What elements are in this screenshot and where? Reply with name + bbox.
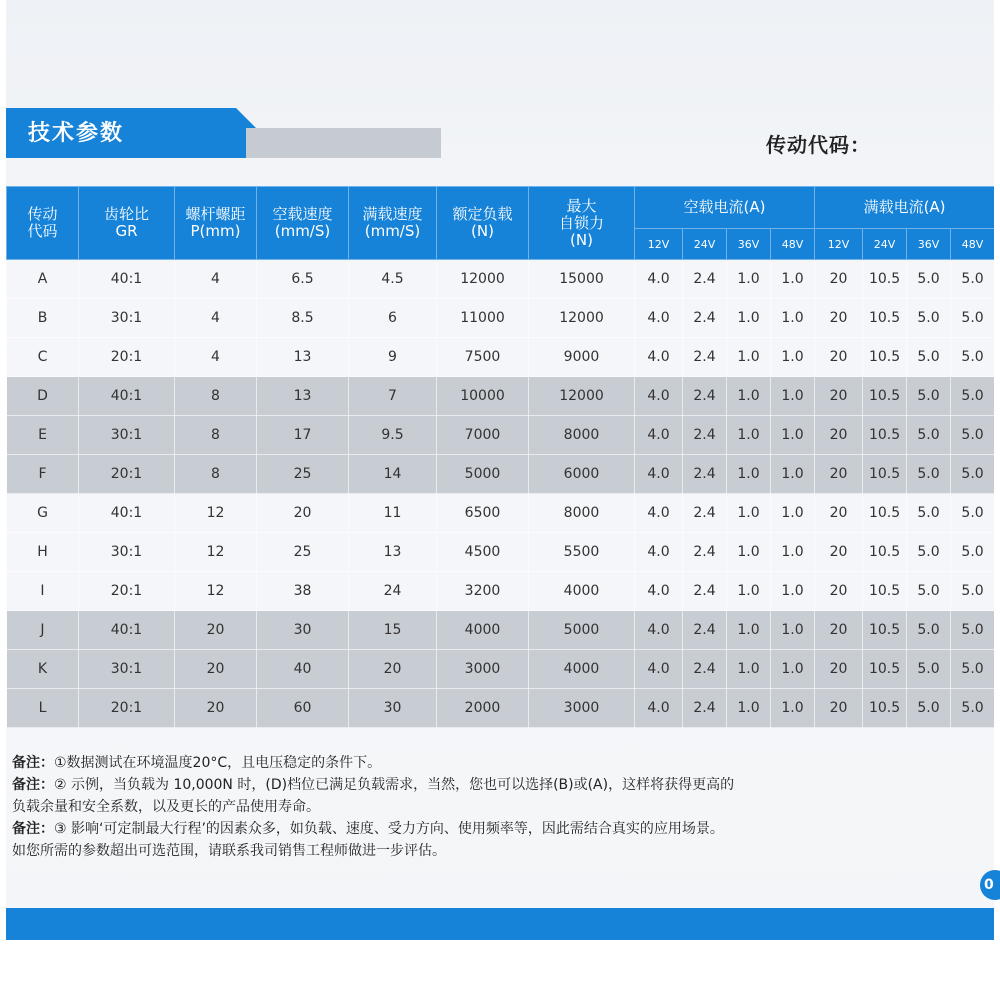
page-margin xyxy=(0,940,1000,1000)
cell-fullload-current: 5.0 xyxy=(907,650,951,689)
header-code: 传动 代码 xyxy=(7,187,79,260)
cell-fullload-current: 5.0 xyxy=(951,533,994,572)
cell-noload-speed: 30 xyxy=(257,611,349,650)
table-row xyxy=(7,611,995,650)
cell-fullload-current: 5.0 xyxy=(951,611,994,650)
cell-rated-load: 3200 xyxy=(437,572,529,611)
header-rated-load: 额定负载 (N) xyxy=(437,187,529,260)
cell-noload-current: 4.0 xyxy=(635,377,683,416)
cell-noload-current: 1.0 xyxy=(771,455,815,494)
cell-gear-ratio: 30:1 xyxy=(79,650,175,689)
cell-fullload-current: 20 xyxy=(815,689,863,728)
header-fullload-current: 满载电流(A) xyxy=(815,187,994,229)
cell-gear-ratio: 30:1 xyxy=(79,533,175,572)
cell-fullload-current: 5.0 xyxy=(951,299,994,338)
cell-fullload-current: 5.0 xyxy=(907,689,951,728)
section-title: 技术参数 xyxy=(28,121,125,146)
cell-fullload-current: 20 xyxy=(815,455,863,494)
cell-fullload-current: 5.0 xyxy=(907,260,951,299)
cell-noload-current: 1.0 xyxy=(771,689,815,728)
cell-fullload-current: 10.5 xyxy=(863,377,907,416)
cell-gear-ratio: 20:1 xyxy=(79,338,175,377)
cell-fullload-current: 20 xyxy=(815,533,863,572)
cell-fullload-current: 10.5 xyxy=(863,260,907,299)
cell-fullload-current: 5.0 xyxy=(951,650,994,689)
cell-fullload-speed: 4.5 xyxy=(349,260,437,299)
cell-rated-load: 7000 xyxy=(437,416,529,455)
cell-fullload-current: 20 xyxy=(815,416,863,455)
cell-self-lock: 15000 xyxy=(529,260,635,299)
cell-noload-current: 2.4 xyxy=(683,299,727,338)
cell-screw-pitch: 12 xyxy=(175,572,257,611)
cell-noload-current: 4.0 xyxy=(635,689,683,728)
cell-fullload-speed: 15 xyxy=(349,611,437,650)
page-number-badge: 0 xyxy=(980,870,1000,900)
table-row xyxy=(7,572,995,611)
cell-noload-current: 1.0 xyxy=(727,572,771,611)
cell-rated-load: 2000 xyxy=(437,689,529,728)
cell-noload-current: 4.0 xyxy=(635,572,683,611)
cell-noload-current: 1.0 xyxy=(771,494,815,533)
cell-gear-ratio: 40:1 xyxy=(79,611,175,650)
cell-gear-ratio: 40:1 xyxy=(79,377,175,416)
note-3: 备注：③ 影响‘可定制最大行程’的因素众多，如负载、速度、受力方向、使用频率等，因此需结合真实的应用场景。 xyxy=(12,821,724,837)
header-noload-24v: 24V xyxy=(683,229,727,260)
cell-noload-current: 2.4 xyxy=(683,611,727,650)
cell-noload-current: 1.0 xyxy=(771,572,815,611)
cell-noload-current: 4.0 xyxy=(635,455,683,494)
header-noload-current: 空载电流(A) xyxy=(635,187,815,229)
cell-fullload-current: 5.0 xyxy=(951,260,994,299)
cell-fullload-current: 20 xyxy=(815,650,863,689)
cell-fullload-current: 20 xyxy=(815,260,863,299)
cell-code: G xyxy=(7,494,79,533)
drive-code-label: 传动代码： xyxy=(766,133,871,157)
table-row xyxy=(7,416,995,455)
cell-noload-current: 1.0 xyxy=(771,299,815,338)
cell-noload-current: 2.4 xyxy=(683,416,727,455)
cell-fullload-speed: 9 xyxy=(349,338,437,377)
cell-self-lock: 8000 xyxy=(529,494,635,533)
cell-gear-ratio: 20:1 xyxy=(79,455,175,494)
cell-noload-current: 2.4 xyxy=(683,455,727,494)
cell-screw-pitch: 8 xyxy=(175,455,257,494)
cell-noload-current: 1.0 xyxy=(727,611,771,650)
cell-screw-pitch: 12 xyxy=(175,533,257,572)
cell-code: D xyxy=(7,377,79,416)
cell-noload-current: 1.0 xyxy=(727,260,771,299)
cell-fullload-current: 5.0 xyxy=(907,338,951,377)
cell-fullload-current: 20 xyxy=(815,611,863,650)
header-gear-ratio: 齿轮比 GR xyxy=(79,187,175,260)
cell-fullload-speed: 9.5 xyxy=(349,416,437,455)
note-1: 备注：①数据测试在环境温度20°C，且电压稳定的条件下。 xyxy=(12,755,382,771)
notes-section xyxy=(12,752,994,862)
table-row xyxy=(7,260,995,299)
cell-fullload-current: 10.5 xyxy=(863,533,907,572)
cell-rated-load: 10000 xyxy=(437,377,529,416)
cell-noload-current: 1.0 xyxy=(727,689,771,728)
cell-fullload-current: 5.0 xyxy=(951,572,994,611)
cell-fullload-current: 5.0 xyxy=(907,494,951,533)
cell-self-lock: 4000 xyxy=(529,572,635,611)
spec-table xyxy=(6,186,994,728)
cell-gear-ratio: 30:1 xyxy=(79,299,175,338)
cell-fullload-speed: 13 xyxy=(349,533,437,572)
cell-fullload-current: 10.5 xyxy=(863,650,907,689)
cell-rated-load: 5000 xyxy=(437,455,529,494)
cell-code: J xyxy=(7,611,79,650)
cell-fullload-current: 10.5 xyxy=(863,494,907,533)
cell-noload-current: 1.0 xyxy=(727,299,771,338)
cell-noload-current: 1.0 xyxy=(771,416,815,455)
cell-noload-current: 1.0 xyxy=(771,611,815,650)
cell-noload-current: 1.0 xyxy=(727,650,771,689)
cell-code: E xyxy=(7,416,79,455)
cell-fullload-current: 5.0 xyxy=(951,455,994,494)
cell-noload-current: 4.0 xyxy=(635,533,683,572)
cell-fullload-current: 5.0 xyxy=(951,494,994,533)
table-row xyxy=(7,650,995,689)
cell-fullload-current: 20 xyxy=(815,377,863,416)
footer-band xyxy=(6,908,994,940)
cell-noload-speed: 38 xyxy=(257,572,349,611)
cell-noload-current: 1.0 xyxy=(771,533,815,572)
cell-self-lock: 5500 xyxy=(529,533,635,572)
cell-noload-current: 1.0 xyxy=(727,455,771,494)
cell-code: C xyxy=(7,338,79,377)
cell-fullload-current: 5.0 xyxy=(951,416,994,455)
spec-table-header xyxy=(7,187,995,260)
cell-noload-current: 2.4 xyxy=(683,650,727,689)
cell-fullload-speed: 14 xyxy=(349,455,437,494)
cell-screw-pitch: 4 xyxy=(175,338,257,377)
cell-gear-ratio: 20:1 xyxy=(79,572,175,611)
cell-noload-speed: 13 xyxy=(257,338,349,377)
cell-fullload-current: 5.0 xyxy=(907,416,951,455)
cell-gear-ratio: 30:1 xyxy=(79,416,175,455)
header-noload-12v: 12V xyxy=(635,229,683,260)
cell-self-lock: 12000 xyxy=(529,299,635,338)
table-row xyxy=(7,494,995,533)
cell-fullload-speed: 20 xyxy=(349,650,437,689)
cell-code: L xyxy=(7,689,79,728)
header-fullload-speed: 满载速度 (mm/S) xyxy=(349,187,437,260)
cell-screw-pitch: 4 xyxy=(175,299,257,338)
cell-fullload-current: 10.5 xyxy=(863,455,907,494)
cell-noload-speed: 13 xyxy=(257,377,349,416)
cell-noload-speed: 25 xyxy=(257,455,349,494)
cell-noload-current: 4.0 xyxy=(635,650,683,689)
cell-fullload-current: 5.0 xyxy=(951,689,994,728)
cell-self-lock: 4000 xyxy=(529,650,635,689)
cell-noload-speed: 8.5 xyxy=(257,299,349,338)
header-screw-pitch: 螺杆螺距 P(mm) xyxy=(175,187,257,260)
cell-code: A xyxy=(7,260,79,299)
cell-fullload-current: 20 xyxy=(815,572,863,611)
cell-fullload-current: 5.0 xyxy=(907,533,951,572)
cell-screw-pitch: 4 xyxy=(175,260,257,299)
cell-fullload-current: 5.0 xyxy=(907,455,951,494)
cell-gear-ratio: 40:1 xyxy=(79,260,175,299)
cell-self-lock: 3000 xyxy=(529,689,635,728)
cell-self-lock: 5000 xyxy=(529,611,635,650)
table-row xyxy=(7,377,995,416)
header-noload-36v: 36V xyxy=(727,229,771,260)
cell-noload-speed: 6.5 xyxy=(257,260,349,299)
cell-fullload-current: 20 xyxy=(815,338,863,377)
cell-rated-load: 6500 xyxy=(437,494,529,533)
header-fullload-36v: 36V xyxy=(907,229,951,260)
cell-noload-current: 1.0 xyxy=(771,338,815,377)
cell-noload-current: 2.4 xyxy=(683,572,727,611)
cell-code: B xyxy=(7,299,79,338)
cell-noload-speed: 40 xyxy=(257,650,349,689)
cell-noload-current: 4.0 xyxy=(635,494,683,533)
cell-rated-load: 3000 xyxy=(437,650,529,689)
cell-fullload-current: 10.5 xyxy=(863,611,907,650)
cell-code: K xyxy=(7,650,79,689)
cell-noload-current: 1.0 xyxy=(727,338,771,377)
cell-noload-current: 2.4 xyxy=(683,533,727,572)
spec-table-body xyxy=(7,260,995,728)
cell-fullload-current: 10.5 xyxy=(863,689,907,728)
cell-noload-current: 2.4 xyxy=(683,260,727,299)
cell-gear-ratio: 40:1 xyxy=(79,494,175,533)
cell-fullload-speed: 24 xyxy=(349,572,437,611)
cell-code: I xyxy=(7,572,79,611)
cell-fullload-current: 20 xyxy=(815,494,863,533)
cell-screw-pitch: 20 xyxy=(175,689,257,728)
cell-noload-current: 2.4 xyxy=(683,338,727,377)
cell-rated-load: 12000 xyxy=(437,260,529,299)
cell-fullload-speed: 7 xyxy=(349,377,437,416)
cell-noload-speed: 20 xyxy=(257,494,349,533)
table-row xyxy=(7,299,995,338)
cell-rated-load: 7500 xyxy=(437,338,529,377)
cell-noload-current: 2.4 xyxy=(683,494,727,533)
cell-rated-load: 4500 xyxy=(437,533,529,572)
cell-noload-current: 1.0 xyxy=(727,533,771,572)
header-fullload-24v: 24V xyxy=(863,229,907,260)
cell-fullload-current: 5.0 xyxy=(907,377,951,416)
cell-noload-current: 4.0 xyxy=(635,416,683,455)
header-fullload-12v: 12V xyxy=(815,229,863,260)
note-2: 备注：② 示例，当负载为 10,000N 时，(D)档位已满足负载需求，当然，您也可以选择(B)或(A)，这样将获得更高的 xyxy=(12,777,735,793)
cell-rated-load: 11000 xyxy=(437,299,529,338)
cell-noload-current: 4.0 xyxy=(635,611,683,650)
table-row xyxy=(7,455,995,494)
header-noload-48v: 48V xyxy=(771,229,815,260)
cell-noload-speed: 17 xyxy=(257,416,349,455)
cell-self-lock: 9000 xyxy=(529,338,635,377)
cell-self-lock: 12000 xyxy=(529,377,635,416)
cell-fullload-current: 10.5 xyxy=(863,572,907,611)
cell-self-lock: 8000 xyxy=(529,416,635,455)
cell-noload-current: 4.0 xyxy=(635,260,683,299)
cell-fullload-speed: 11 xyxy=(349,494,437,533)
table-row xyxy=(7,533,995,572)
cell-screw-pitch: 8 xyxy=(175,377,257,416)
cell-noload-current: 4.0 xyxy=(635,299,683,338)
cell-noload-current: 1.0 xyxy=(771,377,815,416)
cell-fullload-current: 5.0 xyxy=(907,572,951,611)
cell-fullload-current: 10.5 xyxy=(863,338,907,377)
cell-noload-current: 1.0 xyxy=(727,416,771,455)
note-2-continued: 负载余量和安全系数，以及更长的产品使用寿命。 xyxy=(12,799,320,815)
cell-self-lock: 6000 xyxy=(529,455,635,494)
cell-fullload-speed: 30 xyxy=(349,689,437,728)
cell-fullload-speed: 6 xyxy=(349,299,437,338)
cell-noload-speed: 25 xyxy=(257,533,349,572)
cell-fullload-current: 5.0 xyxy=(907,611,951,650)
cell-screw-pitch: 20 xyxy=(175,650,257,689)
cell-screw-pitch: 20 xyxy=(175,611,257,650)
cell-screw-pitch: 8 xyxy=(175,416,257,455)
cell-noload-current: 4.0 xyxy=(635,338,683,377)
cell-noload-speed: 60 xyxy=(257,689,349,728)
cell-gear-ratio: 20:1 xyxy=(79,689,175,728)
cell-code: F xyxy=(7,455,79,494)
header-self-lock: 最大 自锁力 (N) xyxy=(529,187,635,260)
cell-fullload-current: 5.0 xyxy=(951,377,994,416)
cell-code: H xyxy=(7,533,79,572)
cell-noload-current: 1.0 xyxy=(771,650,815,689)
note-4: 如您所需的参数超出可选范围，请联系我司销售工程师做进一步评估。 xyxy=(12,843,446,859)
cell-fullload-current: 10.5 xyxy=(863,299,907,338)
cell-fullload-current: 20 xyxy=(815,299,863,338)
cell-rated-load: 4000 xyxy=(437,611,529,650)
cell-fullload-current: 5.0 xyxy=(907,299,951,338)
cell-noload-current: 2.4 xyxy=(683,689,727,728)
table-row xyxy=(7,689,995,728)
cell-noload-current: 1.0 xyxy=(771,260,815,299)
cell-noload-current: 1.0 xyxy=(727,377,771,416)
header-noload-speed: 空载速度 (mm/S) xyxy=(257,187,349,260)
spec-sheet-page xyxy=(6,0,994,940)
table-row xyxy=(7,338,995,377)
cell-fullload-current: 10.5 xyxy=(863,416,907,455)
section-title-accent xyxy=(246,128,441,158)
cell-fullload-current: 5.0 xyxy=(951,338,994,377)
cell-noload-current: 2.4 xyxy=(683,377,727,416)
header-fullload-48v: 48V xyxy=(951,229,994,260)
cell-screw-pitch: 12 xyxy=(175,494,257,533)
cell-noload-current: 1.0 xyxy=(727,494,771,533)
